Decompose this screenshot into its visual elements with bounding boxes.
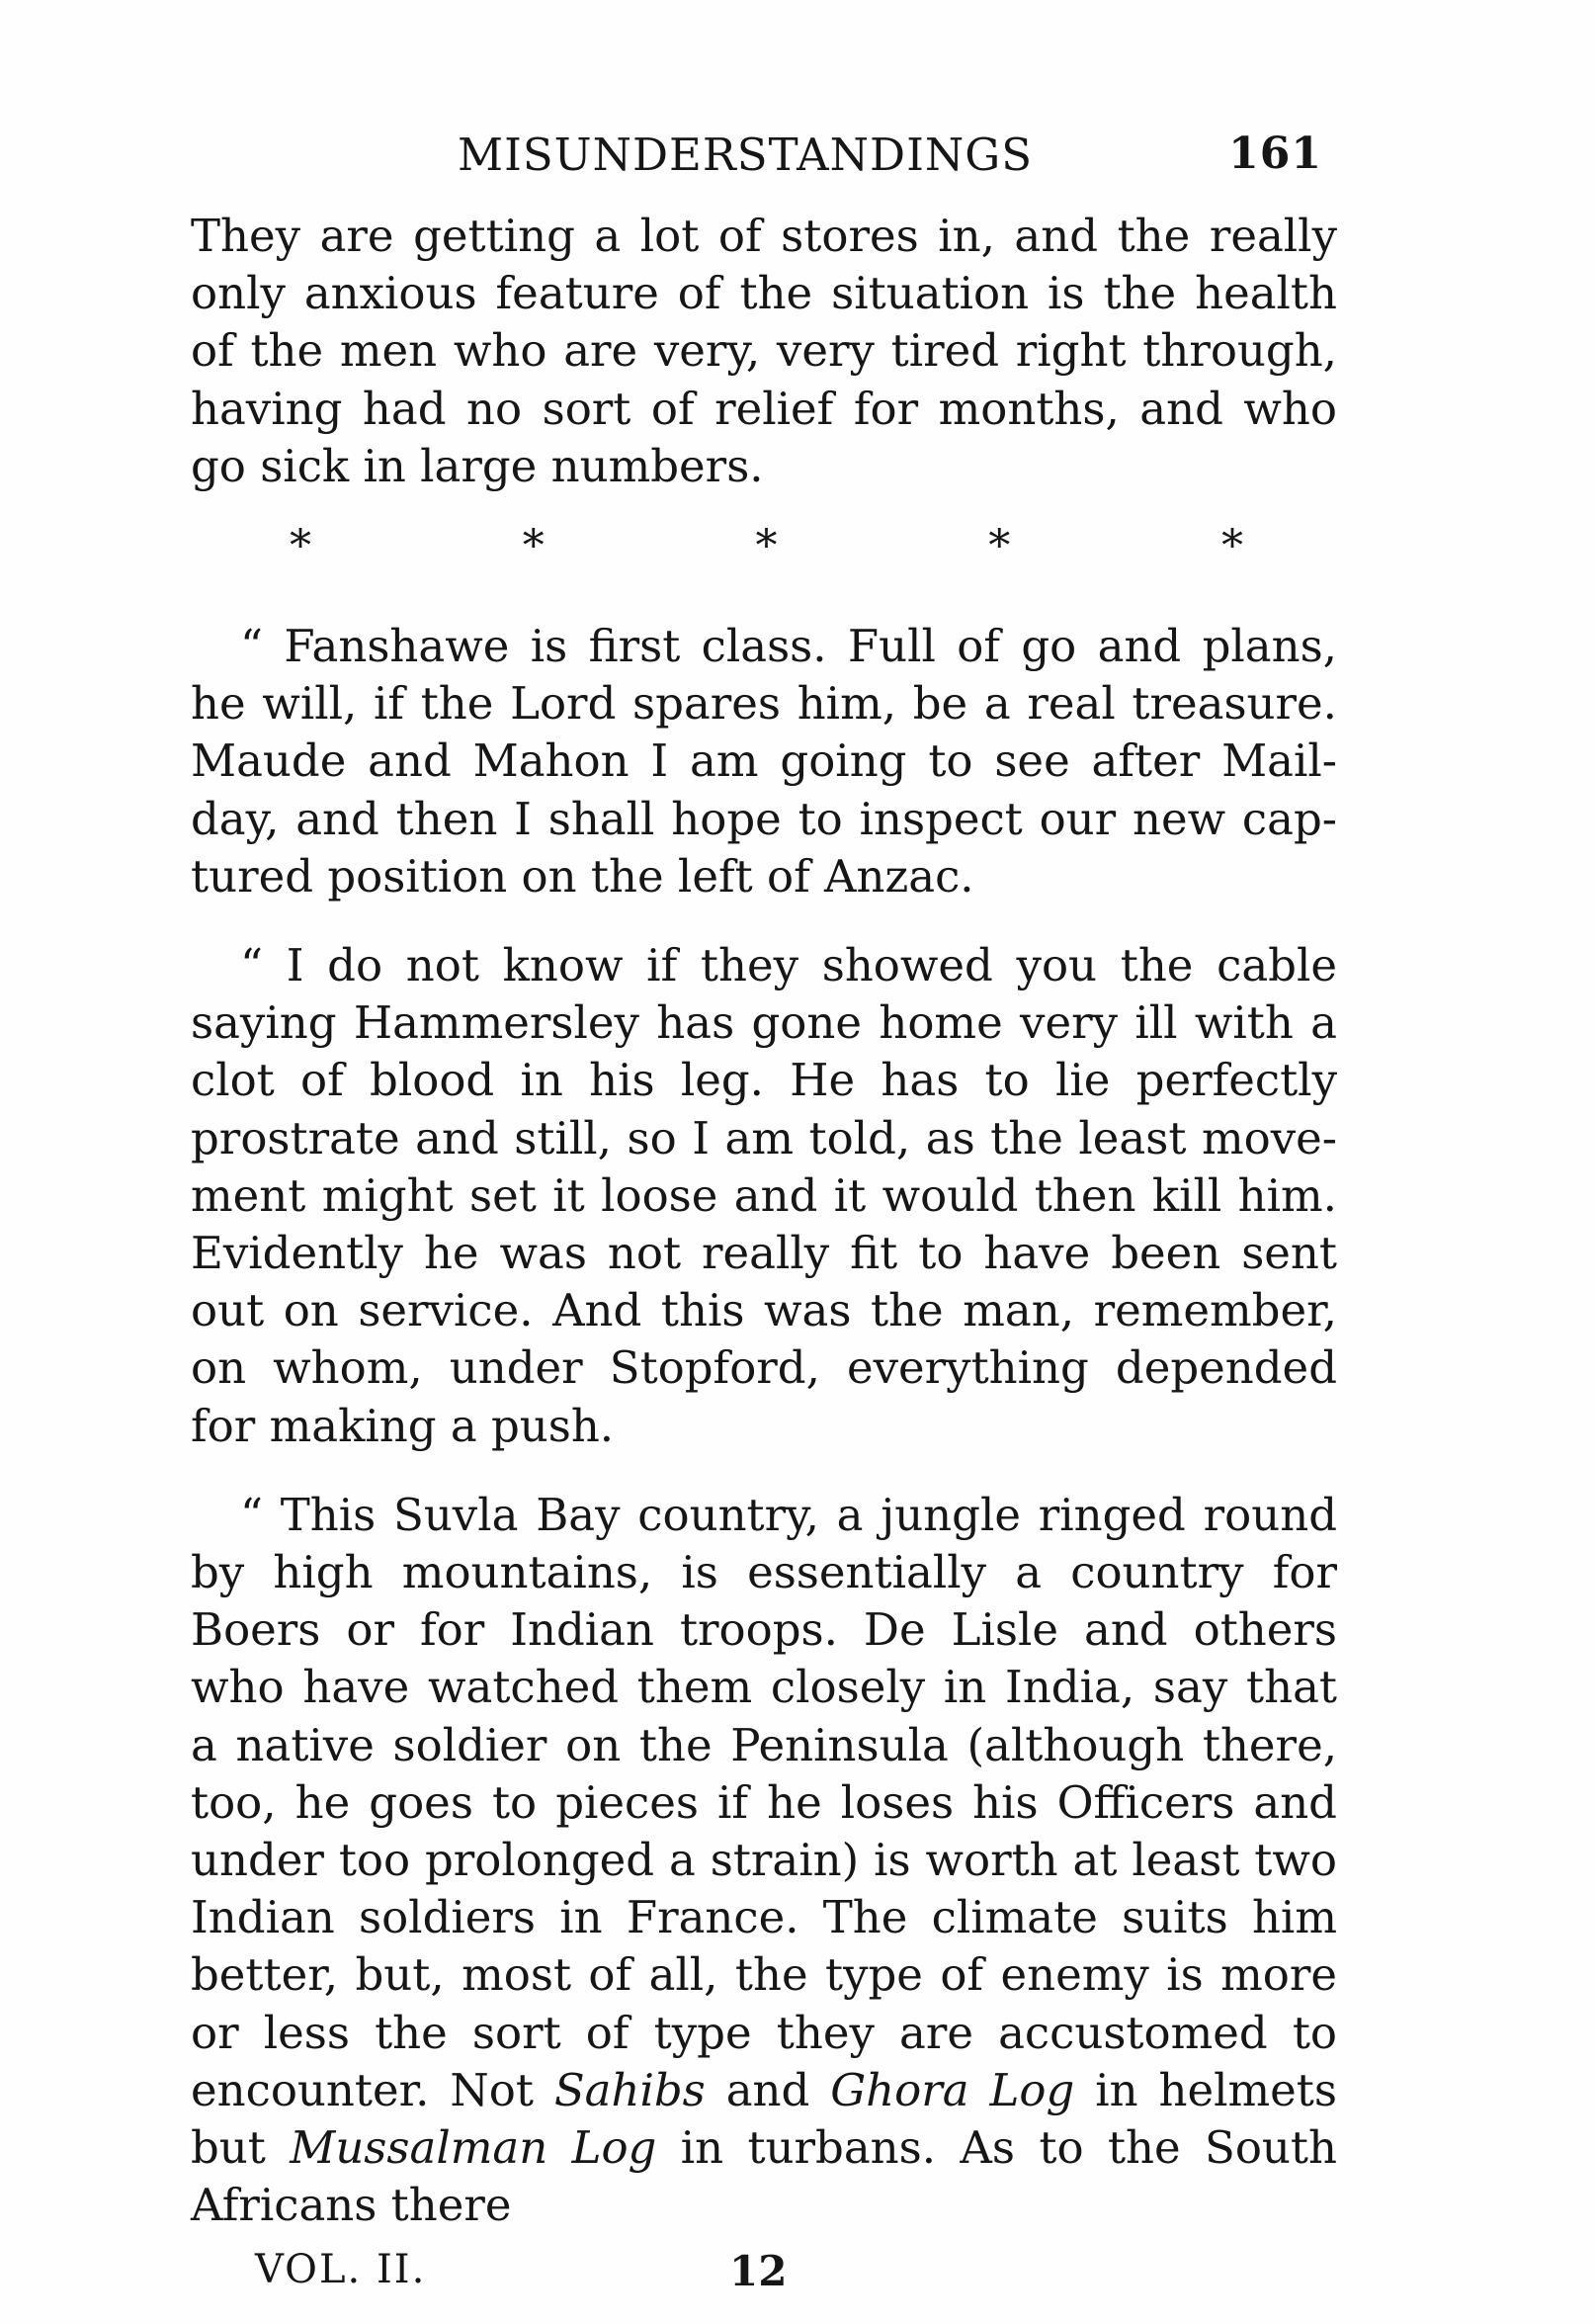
- asterisk: *: [1221, 521, 1243, 572]
- paragraph-4-text: and: [705, 2063, 831, 2116]
- page-footer: [191, 2247, 1337, 2306]
- asterisk: *: [522, 521, 545, 572]
- asterisk: *: [988, 521, 1011, 572]
- paragraph-4-text: in helmets but: [191, 2063, 1337, 2175]
- italic-term: Ghora Log: [830, 2063, 1075, 2116]
- italic-term: Mussalman Log: [290, 2121, 657, 2175]
- paragraph-3: “ I do not know if they showed you the cable saying Hammersley has gone home very ill with a clot of blood in his leg. He has to lie perfectly prostrate and still, so I am told, as the least movement might set it loose and it would then kill him. Evidently he was not really fit to have been sent out on service. And this was the man, remember, on whom, under Stopford, everything depended for making a push.: [191, 939, 1337, 1452]
- signature-number: 12: [729, 2246, 788, 2295]
- paragraph-1: They are getting a lot of stores in, and the really only anxious feature of the situation is the health of the men who are very, very tired right through, having had no sort of relief for months, and who go sick in large numbers.: [191, 210, 1337, 492]
- paragraph-4-text: “ This Suvla Bay country, a jungle ringed round by high mountains, is essentially a country for Boers or for Indian troops. De Lisle and others who have watched them closely in India, say that a native soldier on the Peninsula (although there, too, he goes to pieces if he loses his Officers and under too prolonged a strain) is worth at least two Indian soldiers in France. The climate suits him better, but, most of all, the type of enemy is more or less the sort of type they are accustomed to encounter. Not: [191, 1488, 1337, 2116]
- volume-signature: VOL. II.: [255, 2246, 427, 2292]
- italic-term: Sahibs: [553, 2063, 706, 2116]
- page-number: 161: [1228, 129, 1322, 179]
- paragraph-4-text: in turbans. As to the South Africans there: [191, 2121, 1337, 2232]
- asterisk: *: [290, 521, 311, 572]
- running-header: [191, 119, 1337, 208]
- section-break: [191, 517, 1337, 576]
- book-page: [191, 119, 1337, 2306]
- paragraph-4: [191, 1487, 1337, 2235]
- running-title: MISUNDERSTANDINGS: [458, 129, 1034, 181]
- paragraph-2: “ Fanshawe is first class. Full of go and plans, he will, if the Lord spares him, be a real treasure. Maude and Mahon I am going to see after Mail-day, and then I shall hope to inspect our new captured position on the left of Anzac.: [191, 620, 1337, 903]
- asterisk: *: [755, 521, 778, 572]
